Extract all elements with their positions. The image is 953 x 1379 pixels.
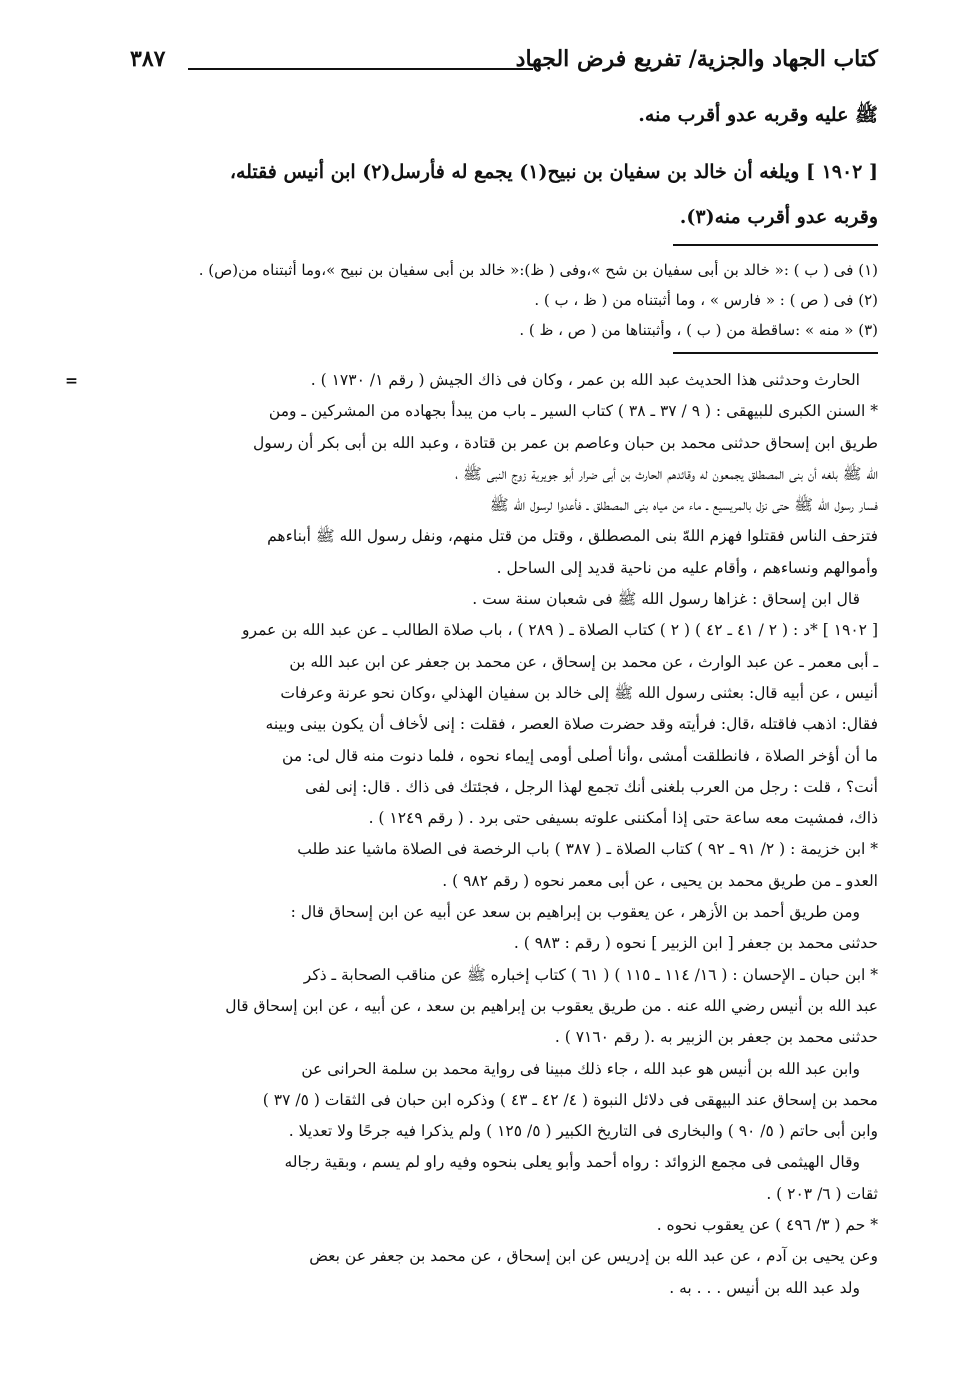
commentary-line: * السنن الكبرى للبيهقى : ( ٩ / ٣٧ ـ ٣٨ ) كتاب السير ـ باب من يبدأ بجهاده من المشركين ـ ومن — [268, 402, 878, 421]
commentary-line: الله ﷺ بلغه أن بنى المصطلق يجمعون له وقائدهم الحارث بن أبى ضرار أبو جويرية زوج النبى ﷺ ، — [455, 464, 878, 483]
commentary-lines — [70, 365, 878, 1304]
commentary-line: عبد الله بن أنيس رضي الله عنه . من طريق يعقوب بن إبراهيم بن سعد ، عن أبيه ، عن ابن إسحاق قال — [225, 996, 878, 1015]
footnote: (٢) فى ( ص ) : « فارس » ، وما أثبتناه من ( ظ ، ب ) . — [534, 291, 878, 309]
footnote: (٣) « منه » :ساقطة من ( ب ) ، وأثبتناها من ( ص ، ظ ) . — [519, 321, 878, 339]
main-line: [ ١٩٠٢ ] ويلغه أن خالد بن سفيان بن نبيح(١) يجمع له فأرسل(٢) ابن أنيس فقتله، — [229, 161, 878, 183]
commentary-line: أنت؟ ، قلت : رجل من العرب بلغنى أنك تجمع لهذا الرجل ، فجئتك فى ذاك . قال: إنى لفى — [305, 777, 878, 796]
commentary-line: وقال الهيثمى فى مجمع الزوائد : رواه أحمد وأبو يعلى بنحوه وفيه راو لم يسم ، وبقية رجاله — [284, 1153, 860, 1172]
commentary-line: أنيس ، عن أبيه قال: بعثنى رسول الله ﷺ إلى خالد بن سفيان الهذلي ،وكان نحو عرنة وعرفات — [280, 683, 878, 702]
main-line: وقربه عدو أقرب منه(٣). — [679, 206, 878, 228]
commentary-line: ذاك، فمشيت معه ساعة حتى إذا أمكننى علوته بسيفى حتى برد . ( رقم ١٢٤٩ ) . — [368, 809, 878, 828]
commentary-line: * ابن حبان ـ الإحسان : ( ١٦/ ١١٤ ـ ١١٥ ) ( ٦١ ) كتاب إخباره ﷺ عن مناقب الصحابة ـ ذكر — [303, 965, 878, 984]
commentary-line: * ابن خزيمة : ( ٢/ ٩١ ـ ٩٢ ) كتاب الصلاة ـ ( ٣٨٧ ) باب الرخصة فى الصلاة ماشيا عند طلب — [297, 840, 878, 859]
page-number: ٣٨٧ — [130, 46, 166, 72]
commentary-line: فتزحف الناس فقتلوا فهزم اللهّ بنى المصطلق ، وقتل من قتل منهم، ونفل رسول الله ﷺ أبناءهم — [267, 527, 878, 546]
main-text — [78, 92, 878, 241]
commentary — [65, 365, 878, 1304]
commentary-line: [ ١٩٠٢ ] *د : ( ٢ / ٤١ ـ ٤٢ ) ( ٢ ) كتاب الصلاة ـ ( ٢٨٩ ) ، باب صلاة الطالب ـ عن عبد الله بن عمرو — [242, 621, 878, 640]
commentary-separator — [673, 352, 878, 354]
commentary-line: طريق ابن إسحاق حدثنى محمد بن حبان وعاصم بن عمر بن قتادة ، وعبد الله بن أبى بكر أن رسول — [252, 433, 878, 452]
commentary-line: وعن يحيى بن آدم ، عن عبد الله بن إدريس عن ابن إسحاق ، عن محمد بن جعفر عن بعض — [309, 1247, 878, 1266]
commentary-line: قال ابن إسحاق : غزاها رسول الله ﷺ فى شعبان سنة ست . — [472, 590, 860, 609]
footnotes — [70, 255, 878, 345]
commentary-line: فسار رسول الله ﷺ حتى نزل بالمريسيع ـ ماء من مياه بنى المصطلق ـ فأعدوا لرسول الله ﷺ — [489, 496, 878, 515]
running-header — [130, 46, 878, 86]
commentary-line: العدو ـ من طريق محمد بن يحيى ، عن أبى معمر نحوه ( رقم ٩٨٢ ) . — [442, 871, 878, 890]
commentary-line: وابن عبد الله بن أنيس هو عبد الله ، جاء ذلك مبينا فى رواية محمد بن سلمة الحرانى عن — [301, 1059, 860, 1078]
commentary-line: * حم ( ٣/ ٤٩٦ ) عن يعقوب نحوه . — [656, 1216, 878, 1235]
main-line: ﷺ عليه وقربه عدو أقرب منه. — [638, 104, 878, 126]
commentary-line: الحارث وحدثنى هذا الحديث عبد الله بن عمر ، وكان فى ذاك الجيش ( رقم ١/ ١٧٣٠ ) . — [310, 371, 860, 389]
commentary-line: حدثنى محمد بن جعفر [ ابن الزبير ] نحوه ( رقم : ٩٨٣ ) . — [513, 934, 878, 953]
commentary-line: ما أن أؤخر الصلاة ، فانطلقت أمشى ،وأنا أصلى أومى إيماء نحوه ، فلما دنوت منه قال لى: من — [282, 746, 878, 765]
commentary-line: ومن طريق أحمد بن الأزهر ، عن يعقوب بن إبراهيم بن سعد عن أبيه عن ابن إسحاق قال : — [290, 903, 860, 922]
commentary-line: ولد عبد الله بن أنيس . . . به . — [669, 1278, 860, 1297]
commentary-line: ـ أبى معمر ـ عن عبد الوارث ، عن محمد بن إسحاق ، عن محمد بن جعفر عن ابن عبد الله بن — [289, 652, 878, 671]
continuation-mark: = — [65, 371, 78, 390]
footnote: (١) فى ( ب ) :« خالد بن أبى سفيان بن شح »،وفى ( ظ):« خالد بن أبى سفيان بن نبيح »،وما أثبتناه من(ص) . — [198, 261, 878, 279]
commentary-line: وابن أبى حاتم ( ٥/ ٩٠ ) والبخارى فى التاريخ الكبير ( ٥/ ١٢٥ ) ولم يذكرا فيه جرحًا ولا تعديلا . — [288, 1122, 878, 1141]
commentary-line: وأموالهم ونساءهم ، وأقام عليه من ناحية قديد إلى الساحل . — [496, 558, 878, 577]
commentary-line: فقال: اذهب فاقتله ،قال: فرأيته وقد حضرت صلاة العصر ، فقلت : إنى لأخاف أن يكون بينى وبينه — [265, 715, 878, 734]
commentary-line: حدثنى محمد بن جعفر بن الزبير به .( رقم ٧١٦٠ ) . — [554, 1028, 878, 1047]
header-rule — [188, 68, 533, 70]
commentary-line: محمد بن إسحاق عند البيهقى فى دلائل النبوة ( ٤/ ٤٢ ـ ٤٣ ) وذكره ابن حبان فى الثقات ( ٥/ ٣٧ ) — [262, 1090, 878, 1109]
commentary-line: ثقات ( ٦/ ٢٠٣ ) . — [766, 1184, 878, 1203]
footnote-separator — [673, 244, 878, 246]
header-title: كتاب الجهاد والجزية/ تفريع فرض الجهاد — [515, 46, 878, 72]
